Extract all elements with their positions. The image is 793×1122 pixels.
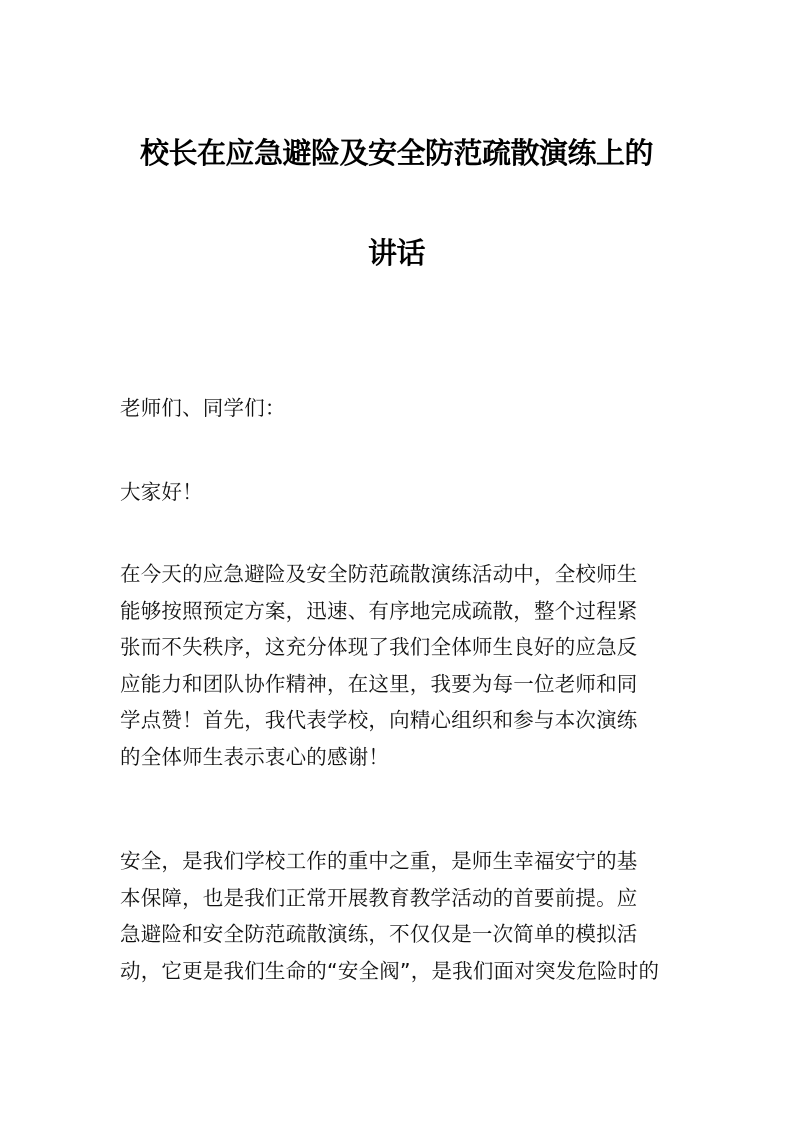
- document-title-line-1: 校长在应急避险及安全防范疏散演练上的: [139, 136, 653, 170]
- paragraph-line: 的全体师生表示衷心的感谢！: [120, 744, 390, 769]
- greeting-text: 大家好！: [120, 480, 203, 504]
- paragraph-line: 本保障，也是我们正常开展教育教学活动的首要前提。应: [120, 885, 638, 910]
- paragraph-line: 急避险和安全防范疏散演练，不仅仅是一次简单的模拟活: [120, 922, 638, 946]
- paragraph-line: 安全，是我们学校工作的重中之重，是师生幸福安宁的基: [120, 849, 638, 873]
- paragraph-line: 在今天的应急避险及安全防范疏散演练活动中，全校师生: [120, 562, 638, 586]
- body-paragraph-1: [120, 556, 680, 775]
- paragraph-line: 能够按照预定方案，迅速、有序地完成疏散，整个过程紧: [120, 598, 638, 623]
- paragraph-line: 张而不失秩序，这充分体现了我们全体师生良好的应急反: [120, 635, 638, 659]
- document-title-line-2: 讲话: [367, 236, 425, 270]
- paragraph-line: 学点赞！首先，我代表学校，向精心组织和参与本次演练: [120, 708, 638, 732]
- paragraph-line: 动，它更是我们生命的“安全阀”，是我们面对突发危险时的: [120, 958, 660, 983]
- body-paragraph-2: [120, 843, 680, 989]
- salutation: [120, 390, 680, 427]
- paragraph-line: 应能力和团队协作精神，在这里，我要为每一位老师和同: [120, 671, 638, 696]
- salutation-text: 老师们、同学们：: [120, 396, 286, 420]
- greeting: [120, 474, 680, 511]
